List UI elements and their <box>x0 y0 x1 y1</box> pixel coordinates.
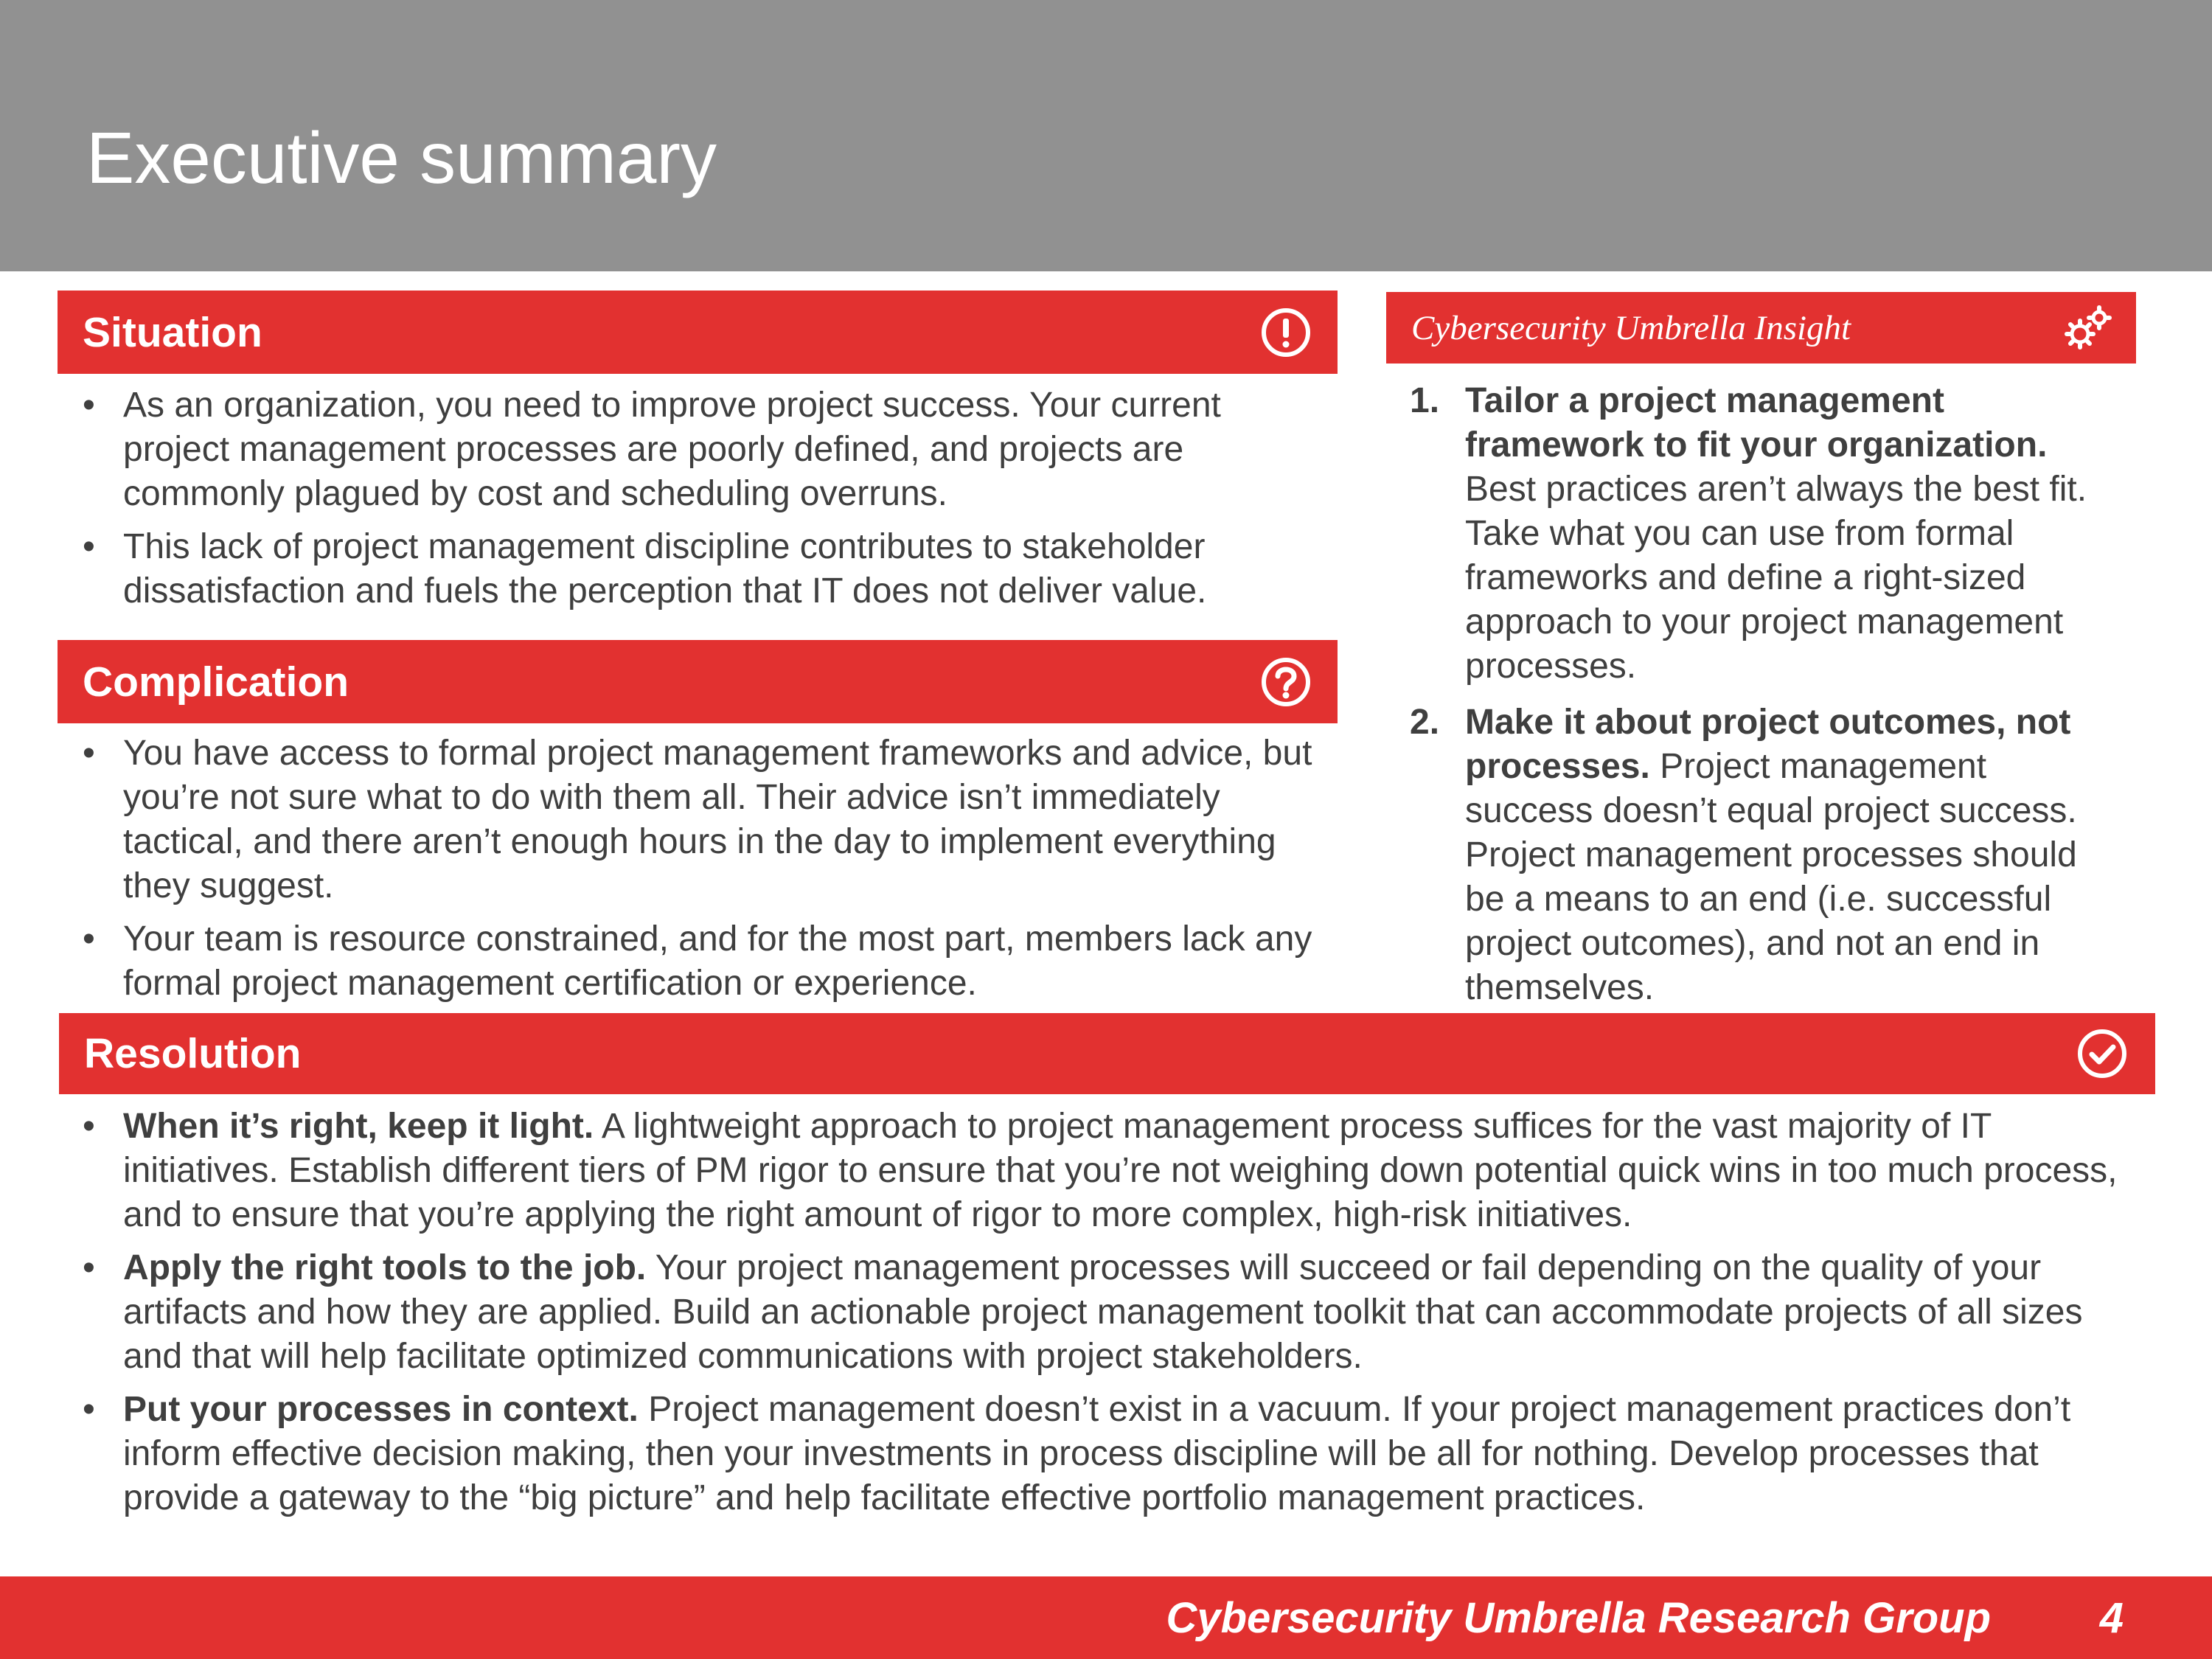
list-item <box>83 1388 2140 1520</box>
list-item <box>83 1105 2140 1237</box>
item-lead: When it’s right, keep it light. <box>123 1107 594 1146</box>
insight-title: Cybersecurity Umbrella Insight <box>1411 308 1851 347</box>
item-text: Your project management processes will succeed or fail depending on the quality of your artifacts and how they are applied. Build an actionable project management toolkit that can accommodate projects of all sizes and that will help facilitate optimized communications with project stakeholders. <box>123 1248 2083 1376</box>
footer-band <box>0 1576 2212 1659</box>
resolution-bullets <box>83 1105 2140 1529</box>
item-lead: Put your processes in context. <box>123 1390 639 1429</box>
item-text: Best practices aren’t always the best fit. Take what you can use from formal frameworks and define a right-sized approach to your project management processes. <box>1465 470 2087 686</box>
list-item: • As an organization, you need to improve project success. Your current project management processes are poorly defined, and projects are commonly plagued by cost and scheduling overruns. <box>83 383 1321 516</box>
gears-icon <box>2058 302 2117 355</box>
page-title: Executive summary <box>86 117 717 198</box>
situation-bullets <box>83 383 1321 622</box>
situation-header <box>58 291 1338 374</box>
header-band <box>0 0 2212 271</box>
complication-header <box>58 640 1338 723</box>
situation-title: Situation <box>83 308 262 356</box>
item-lead: Tailor a project management framework to fit your organization. <box>1465 381 2048 465</box>
question-circle-icon <box>1259 655 1312 709</box>
footer-organization: Cybersecurity Umbrella Research Group <box>1166 1593 1991 1642</box>
complication-title: Complication <box>83 658 349 706</box>
resolution-title: Resolution <box>84 1030 302 1077</box>
resolution-header <box>59 1013 2155 1094</box>
list-item: • Your team is resource constrained, and for the most part, members lack any formal project management certification or experience. <box>83 917 1321 1006</box>
item-lead: Make it about project outcomes, not processes. <box>1465 703 2071 786</box>
exclamation-circle-icon <box>1259 306 1312 359</box>
insight-list <box>1410 379 2118 1022</box>
list-item <box>1410 379 2118 689</box>
list-item: • This lack of project management discipline contributes to stakeholder dissatisfaction and fuels the perception that IT does not deliver value. <box>83 525 1321 613</box>
complication-bullets <box>83 731 1321 1015</box>
list-item <box>83 1246 2140 1379</box>
item-text: A lightweight approach to project management process suffices for the vast majority of IT initiatives. Establish different tiers of PM rigor to ensure that you’re not weighing down potential quick wins in too much process, and to ensure that you’re applying the right amount of rigor to more complex, high-risk initiatives. <box>123 1107 2118 1234</box>
list-item: • You have access to formal project management frameworks and advice, but you’re not sure what to do with them all. Their advice isn’t immediately tactical, and there aren’t enough hours in the day to implement everything they suggest. <box>83 731 1321 908</box>
list-item <box>1410 700 2118 1010</box>
item-text: Project management success doesn’t equal project success. Project management processes should be a means to an end (i.e. successful project outcomes), and not an end in themselves. <box>1465 747 2077 1007</box>
item-number: 1. <box>1410 381 1440 420</box>
insight-header <box>1386 292 2136 364</box>
item-number: 2. <box>1410 703 1440 742</box>
item-text: Project management doesn’t exist in a vacuum. If your project management practices don’t inform effective decision making, then your investments in process discipline will be all for nothing. Develop processes that provide a gateway to the “big picture” and help facilitate effective portfolio management practices. <box>123 1390 2071 1517</box>
page-number: 4 <box>2099 1593 2124 1642</box>
item-lead: Apply the right tools to the job. <box>123 1248 647 1287</box>
check-circle-icon <box>2076 1027 2129 1080</box>
